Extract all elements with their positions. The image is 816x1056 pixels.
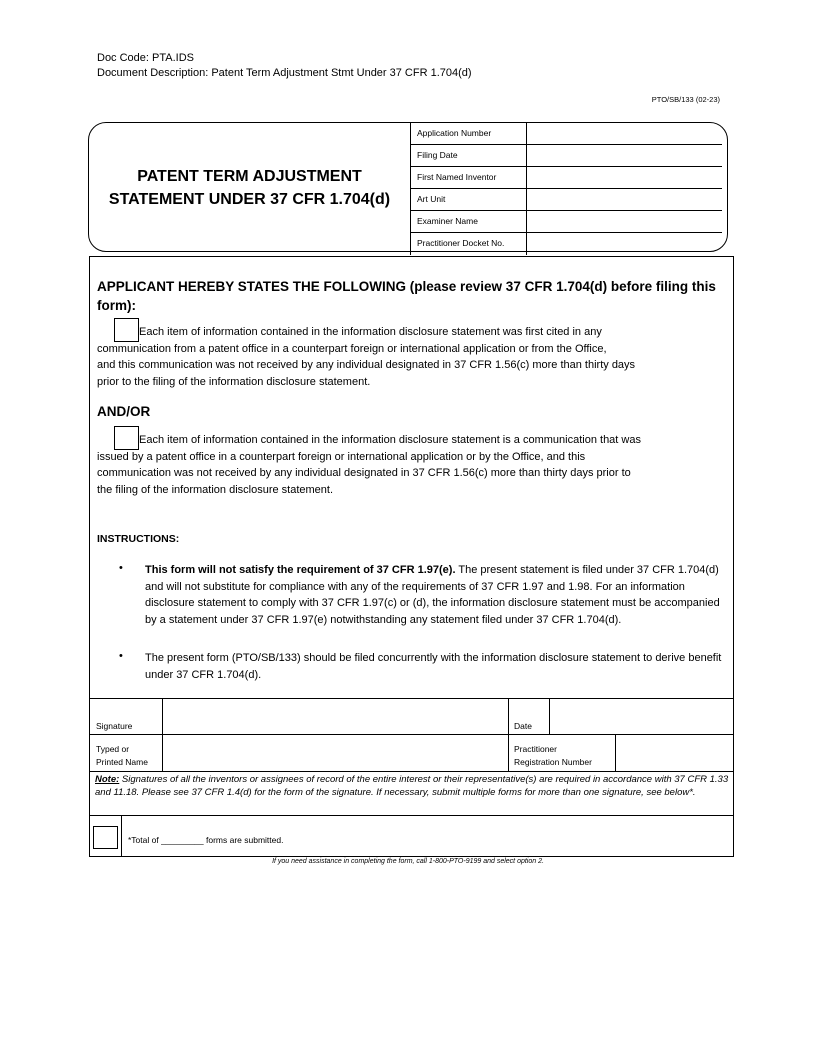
divider (121, 816, 122, 856)
field-label: Examiner Name (410, 211, 527, 233)
instruction-2: The present form (PTO/SB/133) should be filed concurrently with the information disclosure statement to derive benefit under 37 CFR 1.704(d). (145, 652, 722, 681)
form-title (89, 123, 410, 253)
signature-input[interactable] (163, 699, 509, 735)
doc-description: Document Description: Patent Term Adjustment Stmt Under 37 CFR 1.704(d) (97, 67, 472, 79)
statement-2-line: communication was not received by any individual designated in 37 CFR 1.56(c) more than thirty days prior to (97, 467, 631, 479)
header-box (88, 122, 728, 252)
date-input[interactable] (550, 699, 733, 735)
statement-2-line: the filing of the information disclosure statement. (97, 483, 334, 496)
instruction-1-rest: The present statement is filed under 37 CFR 1.704(d) and will not substitute for compliance with any of the requirements of 37 CFR 1.97 and 1.98. For an information disclosure statement to comply with 37 CFR 1.97(c) or (d), the information disclosure statement must be accompanied by a statement under 37 CFR 1.97(e) notwithstanding any statement filed under 37 CFR 1.704(d). (145, 564, 720, 626)
field-examiner-name (410, 211, 722, 233)
doc-code: Doc Code: PTA.IDS (97, 52, 194, 64)
filing-date-input[interactable] (527, 145, 722, 167)
typed-label-line: Typed or (96, 744, 130, 754)
field-label: Filing Date (410, 145, 527, 167)
field-practitioner-docket (410, 233, 722, 255)
instruction-1-bold: This form will not satisfy the requirement of 37 CFR 1.97(e). (145, 564, 456, 576)
practitioner-registration-label (509, 735, 616, 772)
statement-2-line: issued by a patent office in a counterpart foreign or international application or by the Office, and this (97, 450, 586, 463)
form-title-line2: STATEMENT UNDER 37 CFR 1.704(d) (108, 191, 391, 208)
total-forms-text: *Total of _________ forms are submitted. (128, 835, 284, 845)
signature-table (89, 698, 734, 857)
bullet-icon: • (119, 562, 123, 574)
signature-label: Signature (90, 699, 163, 735)
statement-1-line: and this communication was not received by any individual designated in 37 CFR 1.56(c) more than thirty days (97, 359, 636, 371)
field-label: First Named Inventor (410, 167, 527, 189)
instruction-1 (145, 562, 730, 628)
application-fields (410, 123, 722, 255)
field-art-unit (410, 189, 722, 211)
field-first-named-inventor (410, 167, 722, 189)
date-label: Date (509, 699, 550, 735)
field-label: Application Number (410, 123, 527, 145)
assistance-footer: If you need assistance in completing the form, call 1-800-PTO-9199 and select option 2. (272, 858, 544, 865)
field-label: Art Unit (410, 189, 527, 211)
statement-1-line: Each item of information contained in the information disclosure statement was first cited in any (139, 326, 602, 338)
note-label: Note: (95, 774, 120, 785)
bullet-icon: • (119, 650, 123, 662)
registration-number-input[interactable] (616, 735, 733, 772)
practitioner-docket-input[interactable] (527, 233, 722, 255)
field-label: Practitioner Docket No. (410, 233, 527, 255)
field-filing-date (410, 145, 722, 167)
examiner-name-input[interactable] (527, 211, 722, 233)
instructions-title: INSTRUCTIONS: (97, 533, 180, 545)
and-or-label: AND/OR (97, 404, 151, 419)
practitioner-label-line: Registration Number (514, 757, 592, 767)
printed-name-input[interactable] (163, 735, 509, 772)
statement-heading: APPLICANT HEREBY STATES THE FOLLOWING (please review 37 CFR 1.704(d) before filing this form): (97, 279, 716, 313)
note-body: Signatures of all the inventors or assignees of record of the entire interest or their representative(s) are required in accordance with 37 CFR 1.33 and 11.18. Please see 37 CFR 1.4(d) for the form of the signature. If necessary, submit multiple forms for more than one signature, see below*. (95, 774, 729, 798)
application-number-input[interactable] (527, 123, 722, 145)
typed-label-line: Printed Name (96, 757, 148, 767)
statement-2-text (97, 432, 727, 498)
doc-info (97, 51, 472, 81)
statement-section (89, 256, 734, 699)
statement-1-line: communication from a patent office in a counterpart foreign or international application or from the Office, (97, 342, 607, 355)
typed-name-label (90, 735, 163, 772)
divider (90, 815, 733, 816)
form-number: PTO/SB/133 (02-23) (651, 95, 720, 104)
statement-1-line: prior to the filing of the information disclosure statement. (97, 375, 371, 388)
total-forms-checkbox[interactable] (93, 826, 118, 849)
signature-note (95, 774, 730, 799)
form-title-line1: PATENT TERM ADJUSTMENT (137, 168, 362, 185)
first-named-inventor-input[interactable] (527, 167, 722, 189)
art-unit-input[interactable] (527, 189, 722, 211)
statement-2-line: Each item of information contained in the information disclosure statement is a communication that was (139, 434, 641, 446)
statement-1-text (97, 324, 727, 390)
field-application-number (410, 123, 722, 145)
practitioner-label-line: Practitioner (514, 744, 557, 754)
